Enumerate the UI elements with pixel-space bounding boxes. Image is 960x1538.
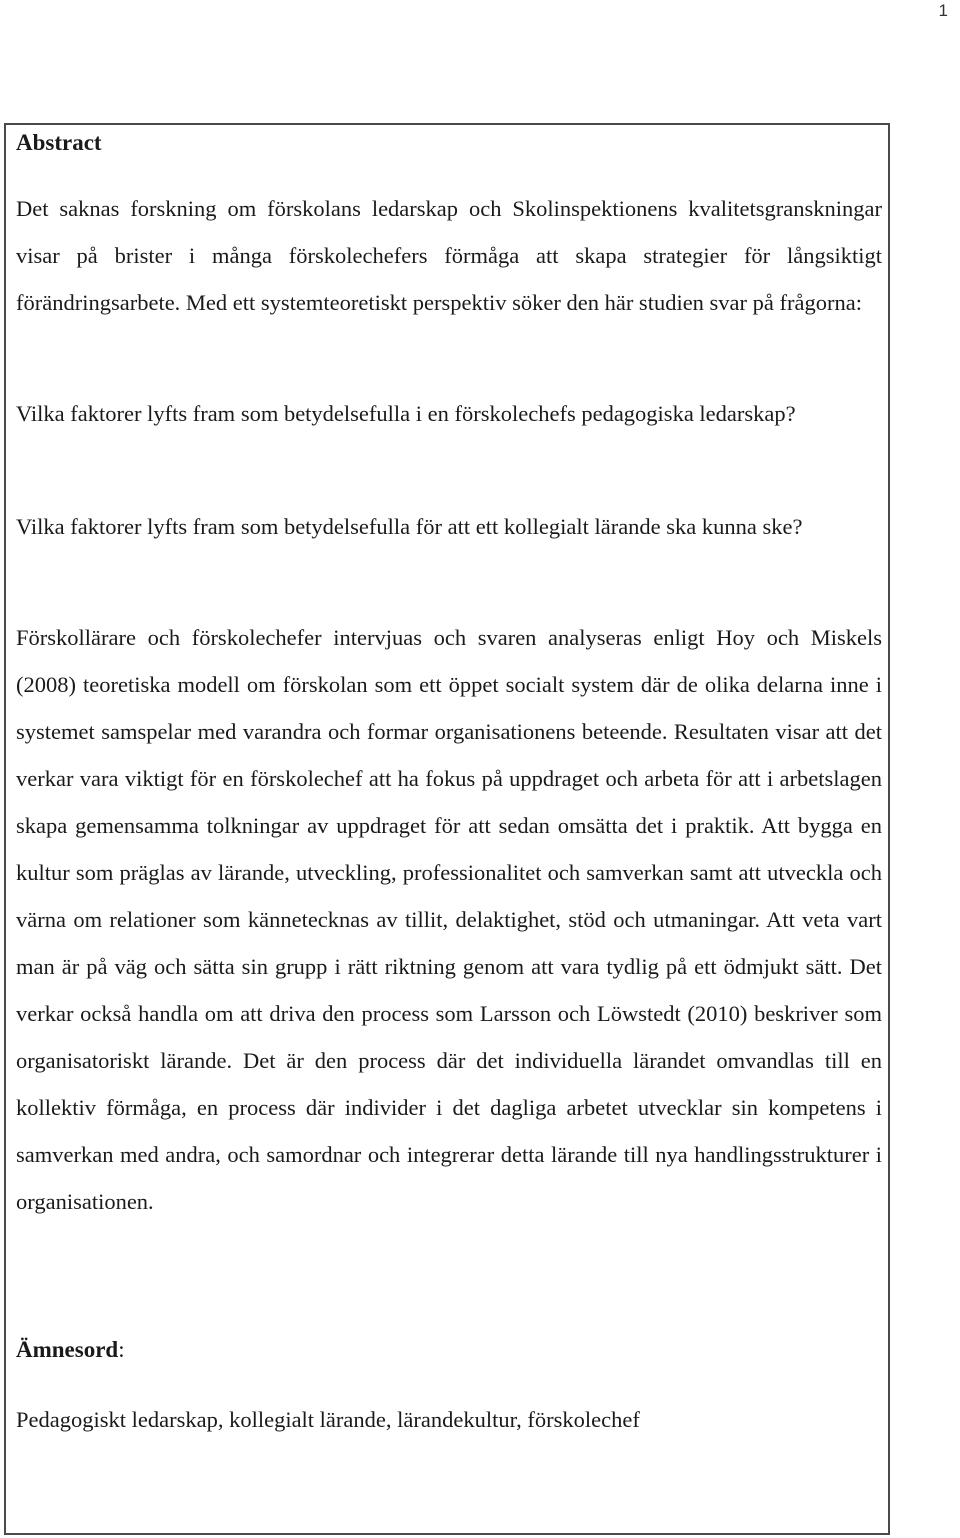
research-question-2: Vilka faktorer lyfts fram som betydelsefulla för att ett kollegialt lärande ska kunna ske? [16,514,803,539]
abstract-box [4,123,890,1535]
research-question-1: Vilka faktorer lyfts fram som betydelsefulla i en förskolechefs pedagogiska ledarskap? [16,401,796,426]
abstract-body-paragraph: Förskollärare och förskolechefer intervjuas och svaren analyseras enligt Hoy och Miskels (2008) teoretiska modell om förskolan som ett öppet socialt system där de olika delarna inne i systemet samspelar med varandra och formar organisationens beteende. Resultaten visar att det verkar vara viktigt för en förskolechef att ha fokus på uppdraget och arbeta för att i arbetslagen skapa gemensamma tolkningar av uppdraget för att sedan omsätta det i praktik. Att bygga en kultur som präglas av lärande, utveckling, professionalitet och samverkan samt att utveckla och värna om relationer som kännetecknas av tillit, delaktighet, stöd och utmaningar. Att veta vart man är på väg och sätta sin grupp i rätt riktning genom att vara tydlig på ett ödmjukt sätt. Det verkar också handla om att driva den process som Larsson och Löwstedt (2010) beskriver som organisatoriskt lärande. Det är den process där det individuella lärandet omvandlas till en kollektiv förmåga, en process där individer i det dagliga arbetet utvecklar sin kompetens i samverkan med andra, och samordnar och integrerar detta lärande till nya handlingsstrukturer i organisationen. [16,625,882,1214]
keywords-label-text: Ämnesord [16,1337,119,1362]
page-number: 1 [938,1,948,20]
abstract-intro-paragraph: Det saknas forskning om förskolans ledarskap och Skolinspektionens kvalitetsgranskningar visar på brister i många förskolechefers förmåga att skapa strategier för långsiktigt förändringsarbete. Med ett systemteoretiskt perspektiv söker den här studien svar på frågorna: [16,196,882,315]
abstract-heading: Abstract [16,130,102,155]
keywords-list: Pedagogiskt ledarskap, kollegialt lärande, lärandekultur, förskolechef [16,1407,640,1432]
keywords-label [16,1335,125,1365]
keywords-label-colon: : [118,1337,125,1362]
